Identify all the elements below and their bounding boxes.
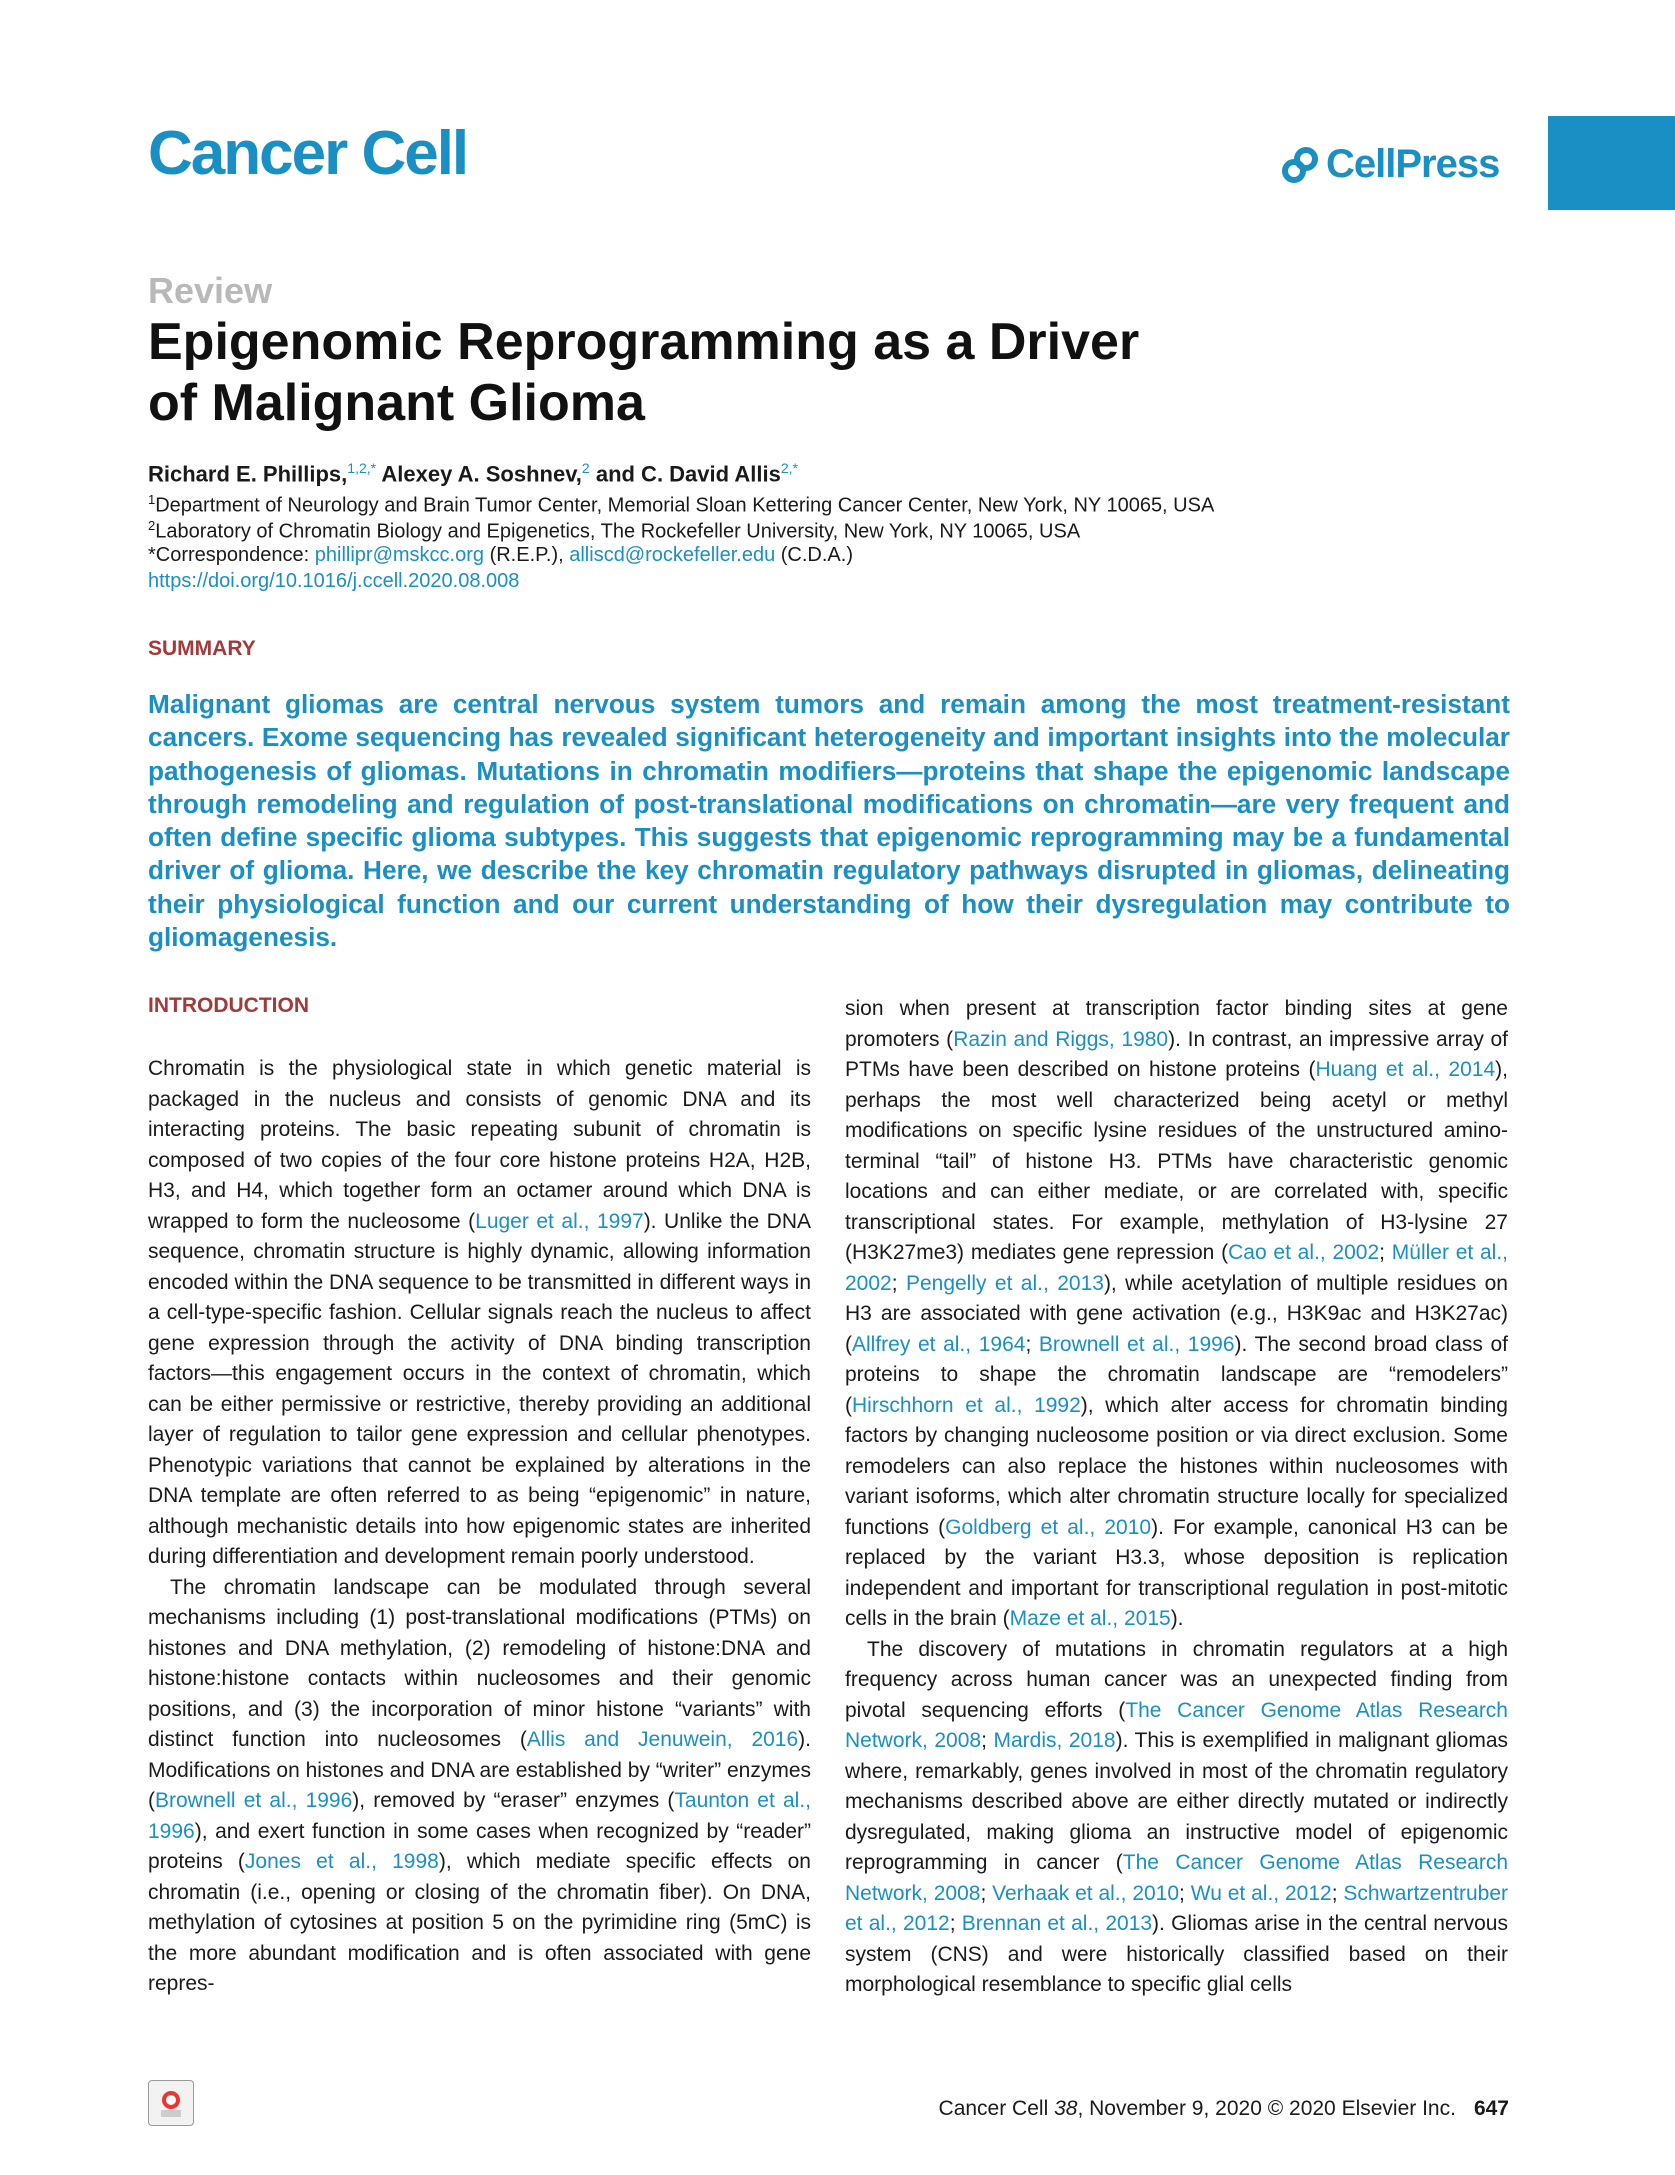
footer-journal: Cancer Cell <box>938 2097 1055 2120</box>
affiliation-1 <box>148 492 1214 518</box>
text-run: ; <box>980 1881 993 1905</box>
ref-cao-2002[interactable]: Cao et al., 2002 <box>1228 1241 1380 1264</box>
ref-tcga-2008[interactable]: The Cancer Genome Atlas Research Network, 2008 <box>845 1698 1508 1752</box>
publisher-name: CellPress <box>1326 142 1500 186</box>
journal-title: Cancer Cell <box>148 119 468 188</box>
ref-muller-2002[interactable]: Müller et al., 2002 <box>845 1241 1509 1295</box>
email-link-allis[interactable]: alliscd@rockefeller.edu <box>569 544 776 566</box>
text-run: ). For example, canonical H3 can be replaced by the variant H3.3, whose deposition is replication independent and important for transcriptional regulation in post-mitotic cells in the brain ( <box>845 1515 1509 1630</box>
author-2: Alexey A. Soshnev, <box>376 461 582 487</box>
text-run: ). The second broad class of proteins to shape the chromatin landscape are “remodelers” ( <box>845 1332 1509 1417</box>
author-1-affil[interactable]: 1,2,* <box>347 460 377 476</box>
ref-mardis-2018[interactable]: Mardis, 2018 <box>993 1729 1116 1752</box>
author-3: and C. David Allis <box>589 461 781 487</box>
ref-allis-2016[interactable]: Allis and Jenuwein, 2016 <box>526 1728 799 1751</box>
ref-maze-2015[interactable]: Maze et al., 2015 <box>1009 1607 1171 1630</box>
author-list <box>148 460 798 487</box>
text-run: The chromatin landscape can be modulated through several mechanisms including (1) post-translational modifications (PTMs) on histones and DNA methylation, (2) remodeling of histone:DNA and histone:histone contacts within nucleosomes and their genomic positions, and (3) the incorporation of minor histone “variants” with distinct function into nucleosomes ( <box>148 1575 811 1751</box>
publisher-logo[interactable] <box>1280 142 1499 187</box>
ref-schwartzentruber-2012[interactable]: Schwartzentruber et al., 2012 <box>845 1881 1508 1935</box>
introduction-heading: INTRODUCTION <box>148 994 309 1017</box>
summary-text: Malignant gliomas are central nervous system tumors and remain among the most treatment-resistant cancers. Exome sequencing has revealed significant heterogeneity and important insights into the molecular pathogenesis of gliomas. Mutations in chromatin modifiers—proteins that shape the epigenomic landscape through remodeling and regulation of post-translational modifications on chromatin—are very frequent and often define specific glioma subtypes. This suggests that epigenomic reprogramming may be a fundamental driver of glioma. Here, we describe the key chromatin regulatory pathways disrupted in gliomas, delineating their physiological function and our current understanding of how their dysregulation may contribute to gliomagenesis. <box>148 689 1510 953</box>
ref-razin-1980[interactable]: Razin and Riggs, 1980 <box>953 1027 1169 1051</box>
paragraph-3 <box>845 994 1508 1635</box>
email-2-note: (C.D.A.) <box>775 544 853 566</box>
article-type: Review <box>148 270 273 311</box>
text-run: ). <box>1170 1607 1184 1630</box>
cellpress-logo-icon <box>1280 145 1320 185</box>
ref-hirschhorn-1992[interactable]: Hirschhorn et al., 1992 <box>852 1393 1081 1417</box>
affiliation-2-text: Laboratory of Chromatin Biology and Epigenetics, The Rockefeller University, New York, NY 10065, USA <box>155 520 1081 543</box>
text-run: ), perhaps the most well characterized being acetyl or methyl modifications on specific lysine residues of the unstructured amino-terminal “tail” of histone H3. PTMs have characteristic genomic locations and can either mediate, or are correlated with, specific transcriptional states. For example, methylation of H3-lysine 27 (H3K27me3) mediates gene repression ( <box>845 1058 1508 1264</box>
email-link-phillips[interactable]: phillipr@mskcc.org <box>314 544 485 566</box>
email-1-note: (R.E.P.), <box>484 544 570 566</box>
footer-citation: , November 9, 2020 © 2020 Elsevier Inc. <box>1077 2097 1456 2120</box>
ref-pengelly-2013[interactable]: Pengelly et al., 2013 <box>905 1271 1104 1295</box>
title-line-1: Epigenomic Reprogramming as a Driver <box>148 313 1140 371</box>
ref-taunton-1996[interactable]: Taunton et al., 1996 <box>148 1789 811 1843</box>
affiliation-1-number: 1 <box>148 492 156 507</box>
ref-huang-2014[interactable]: Huang et al., 2014 <box>1315 1058 1496 1081</box>
author-1: Richard E. Phillips, <box>148 461 348 487</box>
text-run: ). Modifications on histones and DNA are established by “writer” enzymes ( <box>148 1728 811 1812</box>
check-for-updates-badge[interactable] <box>148 2080 194 2126</box>
ref-verhaak-2010[interactable]: Verhaak et al., 2010 <box>992 1881 1180 1905</box>
footer-volume: 38 <box>1054 2097 1078 2120</box>
text-run: The discovery of mutations in chromatin regulators at a high frequency across human cancer was an unexpected finding from pivotal sequencing efforts ( <box>845 1637 1508 1722</box>
text-run: ), and exert function in some cases when recognized by “reader” proteins ( <box>148 1819 811 1873</box>
author-3-affil[interactable]: 2,* <box>780 460 798 476</box>
text-run: ), which alter access for chromatin binding factors by changing nucleosome position or via direct exclusion. Some remodelers can also replace the histones within nucleosomes with variant isoforms, which alter chromatin structure locally for specialized functions ( <box>845 1393 1508 1539</box>
text-run: ). In contrast, an impressive array of PTMs have been described on histone proteins ( <box>845 1027 1508 1081</box>
text-run: ; <box>949 1912 962 1935</box>
doi-link[interactable]: https://doi.org/10.1016/j.ccell.2020.08.008 <box>148 570 520 592</box>
text-run: Chromatin is the physiological state in which genetic material is packaged in the nucleus and consists of genomic DNA and its interacting proteins. The basic repeating subunit of chromatin is composed of two copies of the four core histone proteins H2A, H2B, H3, and H4, which together form an octamer around which DNA is wrapped to form the nucleosome ( <box>148 1057 811 1233</box>
ref-brownell-1996[interactable]: Brownell et al., 1996 <box>155 1789 353 1812</box>
text-run: ), which mediate specific effects on chromatin (i.e., opening or closing of the chromatin fiber). On DNA, methylation of cytosines at position 5 on the pyrimidine ring (5mC) is the more abundant modification and is often associated with gene repres- <box>148 1850 811 1995</box>
text-run: ). Gliomas arise in the central nervous system (CNS) and were historically classified based on their morphological resemblance to specific glial cells <box>845 1912 1508 1996</box>
text-run: ), while acetylation of multiple residues on H3 are associated with gene activation (e.g., H3K9ac and H3K27ac) ( <box>845 1271 1508 1356</box>
ref-brownell-1996[interactable]: Brownell et al., 1996 <box>1038 1332 1235 1356</box>
summary-heading: SUMMARY <box>148 637 256 660</box>
affiliation-2-number: 2 <box>148 518 156 533</box>
ref-tcga-2008[interactable]: The Cancer Genome Atlas Research Network, 2008 <box>845 1851 1509 1905</box>
text-run: ; <box>891 1271 906 1295</box>
page-number: 647 <box>1473 2097 1509 2120</box>
text-run: ; <box>1179 1881 1191 1905</box>
paragraph-1 <box>148 1054 811 1573</box>
title-line-2: of Malignant Glioma <box>148 374 645 432</box>
ref-jones-1998[interactable]: Jones et al., 1998 <box>244 1850 439 1873</box>
header-tab <box>1548 116 1675 210</box>
author-2-affil[interactable]: 2 <box>581 460 590 476</box>
page-footer <box>939 2097 1509 2121</box>
paragraph-2 <box>148 1573 811 2000</box>
check-for-updates-icon <box>154 2086 188 2120</box>
text-run: ; <box>1379 1241 1392 1264</box>
text-run: ). This is exemplified in malignant gliomas where, remarkably, genes involved in most of the chromatin regulatory mechanisms described above are either directly mutated or indirectly dysregulated, making glioma an instructive model of epigenomic reprogramming in cancer ( <box>845 1729 1509 1874</box>
affiliation-1-text: Department of Neurology and Brain Tumor Center, Memorial Sloan Kettering Cancer Center, New York, NY 10065, USA <box>155 494 1215 517</box>
affiliation-2 <box>148 518 1080 544</box>
left-column <box>148 1054 811 2000</box>
text-run: ). Unlike the DNA sequence, chromatin structure is highly dynamic, allowing information encoded within the DNA sequence to be transmitted in different ways in a cell-type-specific fashion. Cellular signals reach the nucleus to affect gene expression through the activity of DNA binding transcription factors—this engagement occurs in the context of chromatin, which can be either permissive or restrictive, thereby providing an additional layer of regulation to tailor gene expression and cellular phenotypes. Phenotypic variations that cannot be explained by alterations in the DNA template are often referred to as being “epigenomic” in nature, although mechanistic details into how epigenomic states are inherited during differentiation and development remain poorly understood. <box>148 1209 811 1568</box>
text-run: sion when present at transcription factor binding sites at gene promoters ( <box>845 997 1508 1051</box>
right-column <box>845 994 1508 2001</box>
text-run: ; <box>981 1729 994 1752</box>
ref-goldberg-2010[interactable]: Goldberg et al., 2010 <box>945 1515 1152 1539</box>
article-title <box>148 312 1248 434</box>
text-run: ; <box>1025 1332 1039 1356</box>
doi-line <box>148 570 519 593</box>
ref-allfrey-1964[interactable]: Allfrey et al., 1964 <box>852 1332 1026 1356</box>
text-run: ), removed by “eraser” enzymes ( <box>352 1789 675 1812</box>
ref-wu-2012[interactable]: Wu et al., 2012 <box>1190 1881 1332 1905</box>
text-run: ; <box>1331 1881 1344 1905</box>
ref-luger-1997[interactable]: Luger et al., 1997 <box>475 1209 644 1233</box>
ref-brennan-2013[interactable]: Brennan et al., 2013 <box>961 1912 1153 1935</box>
correspondence-label: *Correspondence: <box>148 544 315 566</box>
correspondence <box>148 544 853 567</box>
paragraph-4 <box>845 1635 1508 2001</box>
